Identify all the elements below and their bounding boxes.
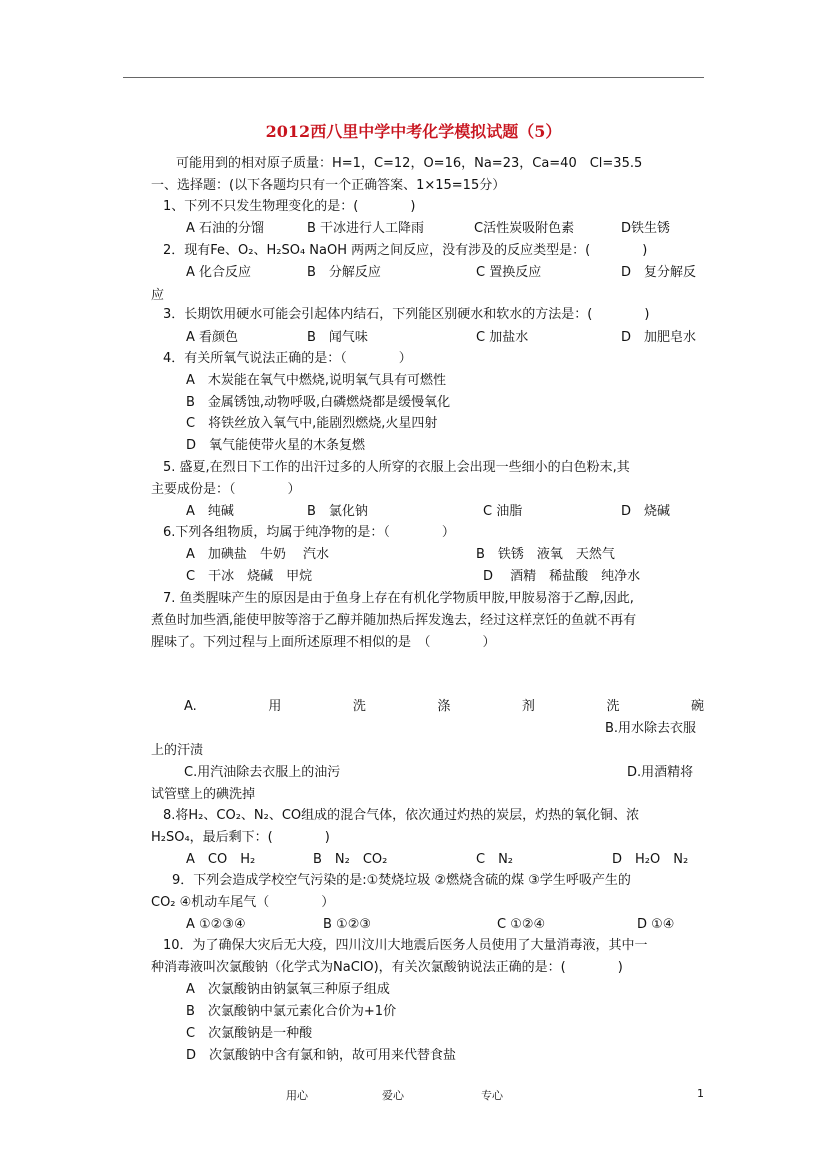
- q2-option-d: D 复分解反: [621, 265, 697, 280]
- q6-option-d: D 酒精 稀盐酸 纯净水: [483, 569, 641, 584]
- q10-option-d: D 次氯酸钠中含有氯和钠，故可用来代替食盐: [186, 1048, 457, 1063]
- q1-option-b: B 干冰进行人工降雨: [307, 221, 425, 236]
- footer-text-2: 爱心: [382, 1089, 404, 1102]
- q5-option-d: D 烧碱: [621, 504, 671, 519]
- q7-option-a: A. 用 洗 涤 剂 洗 碗: [184, 699, 704, 714]
- q6-option-c: C 干冰 烧碱 甲烷: [186, 569, 313, 584]
- q1-option-a: A 石油的分馏: [186, 221, 265, 236]
- q6-option-a: A 加碘盐 牛奶 汽水: [186, 547, 330, 562]
- q7-option-d: D.用酒精将: [627, 765, 694, 780]
- document-title: 2012西八里中学中考化学模拟试题（5）: [265, 122, 562, 141]
- q3-option-a: A 看颜色: [186, 330, 239, 345]
- q1-stem: 1、下列不只发生物理变化的是：( ): [163, 199, 416, 214]
- q10-option-c: C 次氯酸钠是一种酸: [186, 1026, 313, 1041]
- q7-stem-1: 7. 鱼类腥味产生的原因是由于鱼身上存在有机化学物质甲胺,甲胺易溶于乙醇,因此,: [163, 591, 634, 606]
- q8-option-a: A CO H₂: [186, 852, 256, 867]
- q9-stem-2: CO₂ ④机动车尾气（ ）: [151, 895, 335, 910]
- q6-option-b: B 铁锈 液氧 天然气: [476, 547, 615, 562]
- q4-option-d: D 氧气能使带火星的木条复燃: [186, 438, 366, 453]
- q9-stem-1: 9．下列会造成学校空气污染的是:①焚烧垃圾 ②燃烧含硫的煤 ③学生呼吸产生的: [172, 873, 631, 888]
- q2-stem: 2．现有Fe、O₂、H₂SO₄ NaOH 两两之间反应，没有涉及的反应类型是：( ): [163, 243, 648, 258]
- q10-stem-2: 种消毒液叫次氯酸钠（化学式为NaClO)，有关次氯酸钠说法正确的是：( ): [151, 960, 623, 975]
- q10-stem-1: 10．为了确保大灾后无大疫，四川汶川大地震后医务人员使用了大量消毒液，其中一: [163, 938, 648, 953]
- q3-option-d: D 加肥皂水: [621, 330, 697, 345]
- q8-option-c: C N₂: [476, 852, 514, 867]
- q2-option-b: B 分解反应: [307, 265, 381, 280]
- q2-option-a: A 化合反应: [186, 265, 252, 280]
- q7-option-d-cont: 试管壁上的碘洗掉: [151, 787, 256, 802]
- q8-option-b: B N₂ CO₂: [313, 852, 388, 867]
- q3-option-c: C 加盐水: [476, 330, 529, 345]
- q8-stem-1: 8.将H₂、CO₂、N₂、CO组成的混合气体，依次通过灼热的炭层，灼热的氧化铜、浓: [163, 808, 640, 823]
- q7-stem-2: 煮鱼时加些酒,能使甲胺等溶于乙醇并随加热后挥发逸去，经过这样烹饪的鱼就不再有: [151, 613, 637, 628]
- q9-option-a: A ①②③④: [186, 917, 246, 932]
- q7-option-c: C.用汽油除去衣服上的油污: [184, 765, 341, 780]
- section-heading: 一、选择题：(以下各题均只有一个正确答案、1×15=15分）: [151, 178, 506, 193]
- atomic-masses: 可能用到的相对原子质量：H=1，C=12，O=16，Na=23，Ca=40 Cl=35.5: [176, 156, 643, 171]
- q4-stem: 4．有关所氧气说法正确的是：（ ）: [163, 351, 412, 366]
- q3-stem: 3．长期饮用硬水可能会引起体内结石，下列能区别硬水和软水的方法是：( ): [163, 307, 650, 322]
- q5-option-b: B 氯化钠: [307, 504, 368, 519]
- footer-text-3: 专心: [481, 1089, 503, 1102]
- q5-stem-1: 5. 盛夏,在烈日下工作的出汗过多的人所穿的衣服上会出现一些细小的白色粉末,其: [163, 460, 630, 475]
- q8-option-d: D H₂O N₂: [612, 852, 689, 867]
- q2-option-d-cont: 应: [151, 288, 165, 303]
- q5-option-a: A 纯碱: [186, 504, 234, 519]
- q9-option-d: D ①④: [637, 917, 675, 932]
- q9-option-b: B ①②③: [323, 917, 372, 932]
- q10-option-b: B 次氯酸钠中氯元素化合价为+1价: [186, 1004, 397, 1019]
- q7-option-b-cont: 上的汗渍: [151, 743, 204, 758]
- q8-stem-2: H₂SO₄，最后剩下：( ): [151, 830, 330, 845]
- header-rule: [123, 77, 704, 78]
- q4-option-a: A 木炭能在氧气中燃烧,说明氧气具有可燃性: [186, 373, 447, 388]
- q1-option-c: C活性炭吸附色素: [474, 221, 575, 236]
- q3-option-b: B 闻气味: [307, 330, 368, 345]
- footer-text-1: 用心: [286, 1089, 308, 1102]
- q4-option-c: C 将铁丝放入氧气中,能剧烈燃烧,火星四射: [186, 416, 438, 431]
- q5-stem-2: 主要成份是：（ ）: [151, 482, 301, 497]
- page-number: 1: [697, 1087, 704, 1100]
- q1-option-d: D铁生锈: [621, 221, 671, 236]
- q2-option-c: C 置换反应: [476, 265, 542, 280]
- q10-option-a: A 次氯酸钠由钠氯氧三种原子组成: [186, 982, 390, 997]
- q9-option-c: C ①②④: [497, 917, 546, 932]
- q7-option-b: B.用水除去衣服: [605, 721, 697, 736]
- q6-stem: 6.下列各组物质，均属于纯净物的是：（ ）: [163, 525, 455, 540]
- q4-option-b: B 金属锈蚀,动物呼吸,白磷燃烧都是缓慢氧化: [186, 395, 451, 410]
- q7-stem-3: 腥味了。下列过程与上面所述原理不相似的是 （ ）: [151, 635, 496, 650]
- q5-option-c: C 油脂: [483, 504, 523, 519]
